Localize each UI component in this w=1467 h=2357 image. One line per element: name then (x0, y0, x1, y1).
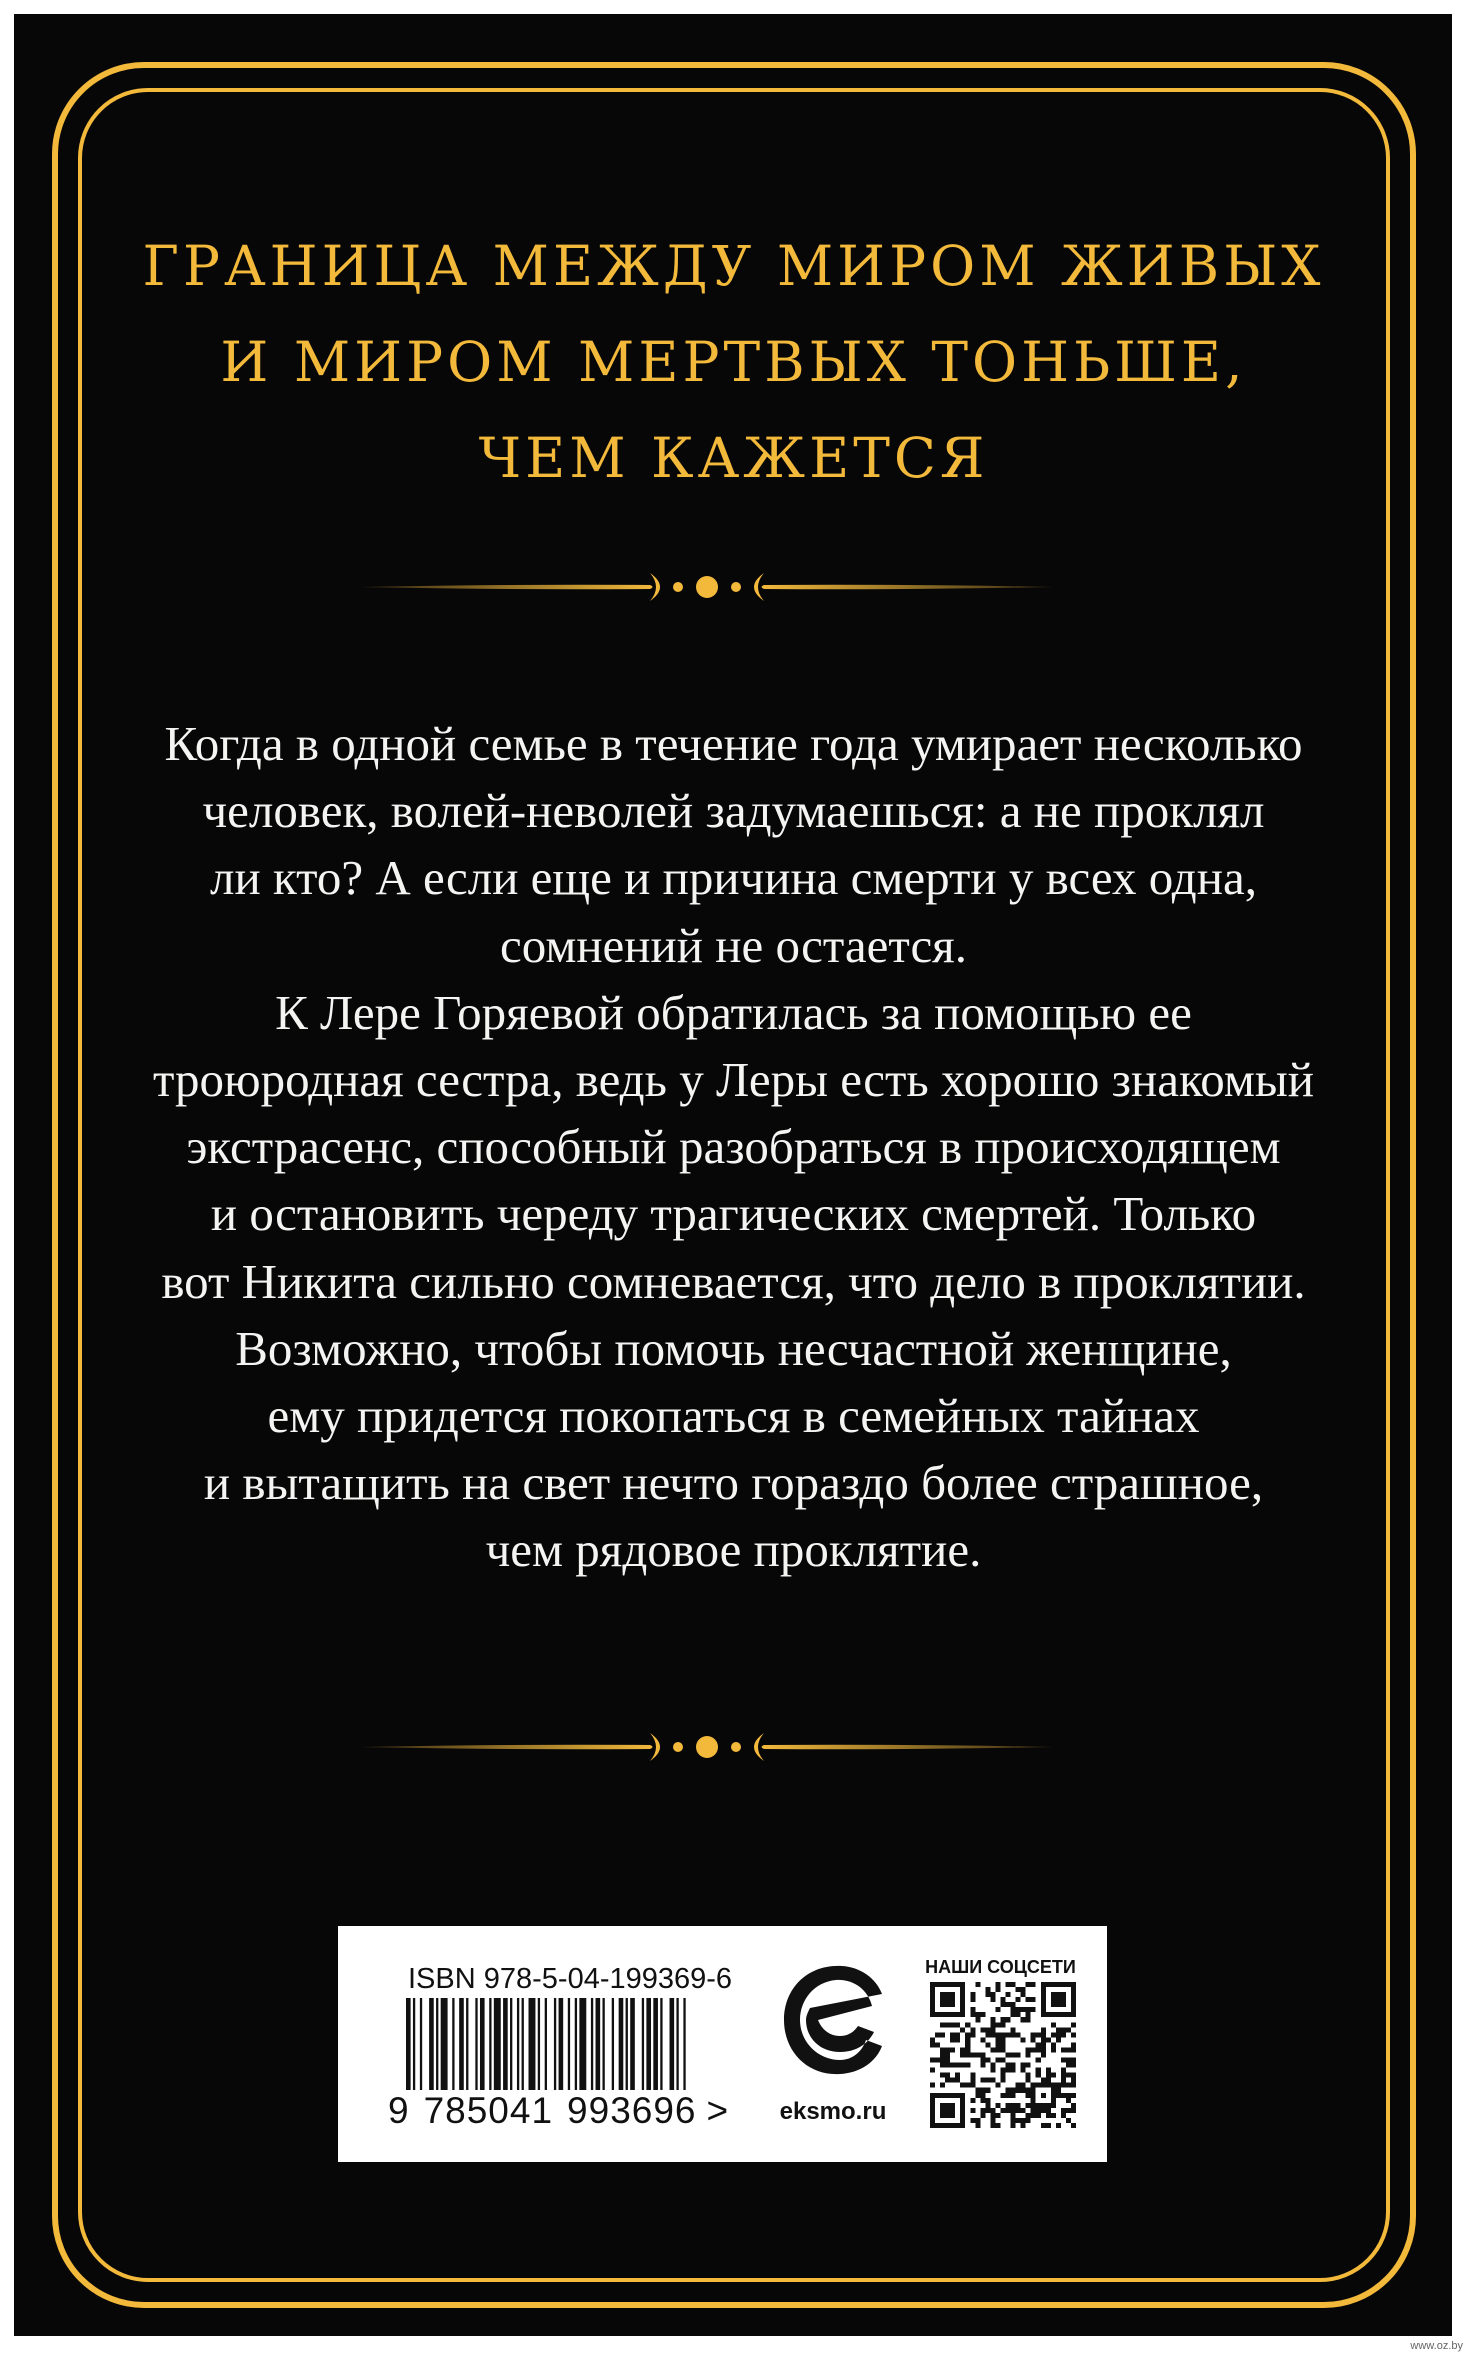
description-line: ему придется покопаться в семейных тайнах (267, 1388, 1200, 1444)
description-line: и остановить череду трагических смертей. Только (210, 1186, 1257, 1242)
barcode-digits-group-2: 993696 (567, 2090, 697, 2131)
tagline-line: ЧЕМ КАЖЕТСЯ (478, 426, 989, 490)
qr-code-icon (930, 1982, 1076, 2128)
ornament-divider-bottom-icon (360, 1727, 1054, 1767)
barcode-digits (386, 2090, 731, 2132)
description-line: и вытащить на свет нечто гораздо более страшное, (203, 1455, 1264, 1511)
barcode-marker: > (706, 2090, 730, 2131)
description-line: троюродная сестра, ведь у Леры есть хорошо знакомый (153, 1052, 1314, 1108)
barcode-digit-first: 9 (388, 2090, 410, 2131)
description-line: чем рядовое проклятие. (485, 1522, 982, 1578)
social-label: НАШИ СОЦСЕТИ (925, 1957, 1076, 1977)
description-line: ли кто? А если еще и причина смерти у всех одна, (210, 850, 1257, 906)
tagline-line: И МИРОМ МЕРТВЫХ ТОНЬШЕ, (220, 330, 1247, 394)
publisher-site: eksmo.ru (779, 2098, 887, 2125)
barcode-digits-group-1: 785041 (423, 2090, 554, 2131)
description-line: экстрасенс, способный разобраться в происходящем (186, 1119, 1281, 1175)
watermark: www.oz.by (1410, 2340, 1463, 2352)
barcode-panel (338, 1926, 1107, 2162)
description-line: сомнений не остается. (500, 917, 967, 973)
description-line: Когда в одной семье в течение года умирает несколько (164, 716, 1303, 771)
isbn-label: ISBN 978-5-04-199369-6 (408, 1963, 733, 1995)
ornament-divider-top-icon (360, 567, 1054, 607)
description-line: человек, волей-неволей задумаешься: а не проклял (202, 783, 1265, 839)
eksmo-logo-icon (778, 1960, 888, 2080)
description-line: К Лере Горяевой обратилась за помощью ее (275, 984, 1192, 1040)
book-description (0, 710, 1467, 1584)
tagline (0, 218, 1467, 506)
description-line: Возможно, чтобы помочь несчастной женщине, (235, 1320, 1232, 1376)
tagline-line: ГРАНИЦА МЕЖДУ МИРОМ ЖИВЫХ (142, 234, 1325, 298)
description-line: вот Никита сильно сомневается, что дело в проклятии. (161, 1253, 1306, 1309)
